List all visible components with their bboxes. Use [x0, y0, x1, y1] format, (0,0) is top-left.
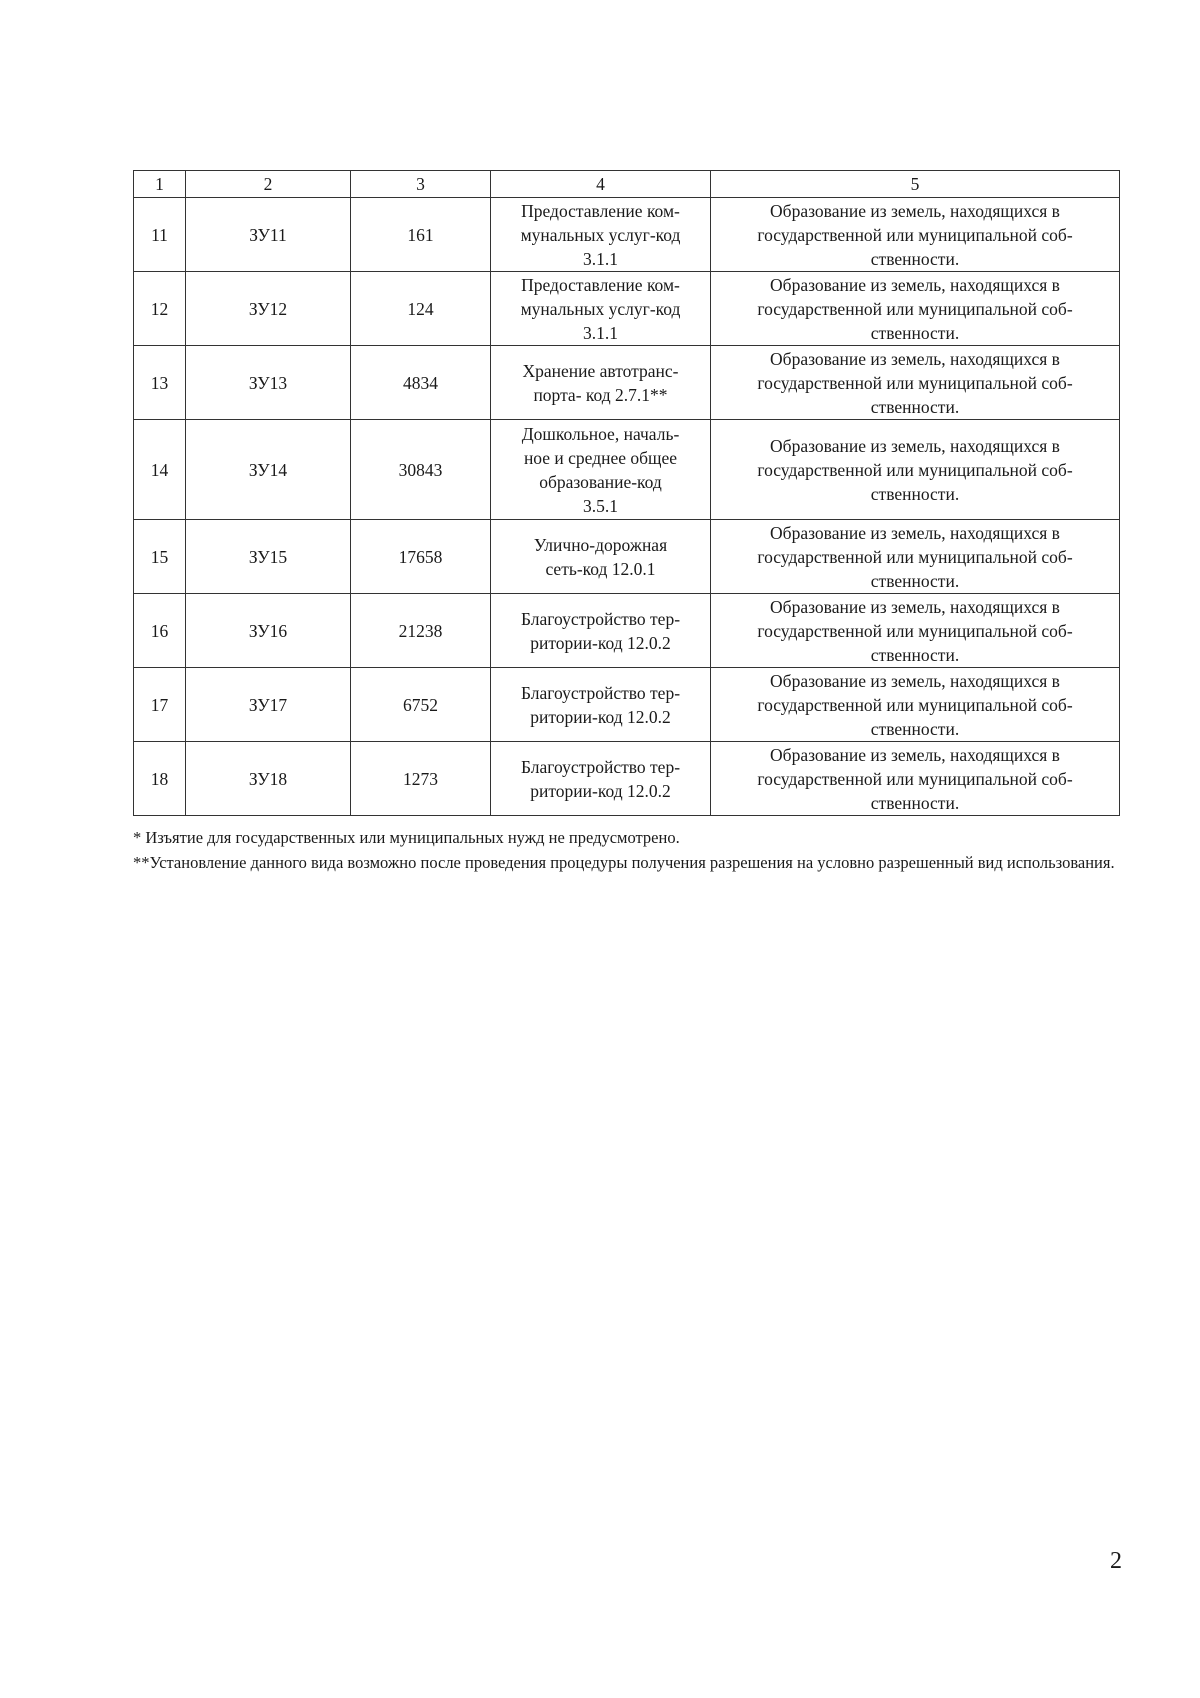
header-cell-2: 2	[186, 171, 351, 198]
table-row	[134, 594, 1120, 668]
row-number-cell: 17	[134, 668, 186, 742]
footnote-1: * Изъятие для государственных или муниципальных нужд не предусмотрено.	[133, 828, 680, 847]
usage-type-cell: Дошкольное, началь- ное и среднее общее образование-код 3.5.1	[491, 420, 711, 520]
formation-method-cell: Образование из земель, находящихся в государственной или муниципальной соб- ственности.	[711, 668, 1120, 742]
row-number-cell: 16	[134, 594, 186, 668]
table-row	[134, 742, 1120, 816]
usage-type-cell: Благоустройство тер- ритории-код 12.0.2	[491, 594, 711, 668]
header-cell-1: 1	[134, 171, 186, 198]
plot-id-cell: ЗУ13	[186, 346, 351, 420]
table-row	[134, 668, 1120, 742]
plot-id-cell: ЗУ14	[186, 420, 351, 520]
row-number-cell: 14	[134, 420, 186, 520]
header-cell-4: 4	[491, 171, 711, 198]
plot-id-cell: ЗУ17	[186, 668, 351, 742]
formation-method-cell: Образование из земель, находящихся в государственной или муниципальной соб- ственности.	[711, 742, 1120, 816]
table-row	[134, 520, 1120, 594]
area-cell: 6752	[351, 668, 491, 742]
formation-method-cell: Образование из земель, находящихся в государственной или муниципальной соб- ственности.	[711, 420, 1120, 520]
table-row	[134, 272, 1120, 346]
plot-id-cell: ЗУ15	[186, 520, 351, 594]
row-number-cell: 13	[134, 346, 186, 420]
footnote-2: **Установление данного вида возможно после проведения процедуры получения разрешения на условно разрешенный вид использования.	[133, 853, 1115, 872]
formation-method-cell: Образование из земель, находящихся в государственной или муниципальной соб- ственности.	[711, 594, 1120, 668]
header-cell-5: 5	[711, 171, 1120, 198]
usage-type-cell: Благоустройство тер- ритории-код 12.0.2	[491, 668, 711, 742]
footnotes	[133, 825, 1120, 875]
area-cell: 4834	[351, 346, 491, 420]
table-row	[134, 198, 1120, 272]
area-cell: 30843	[351, 420, 491, 520]
area-cell: 161	[351, 198, 491, 272]
header-cell-3: 3	[351, 171, 491, 198]
area-cell: 124	[351, 272, 491, 346]
land-plots-table	[133, 170, 1120, 816]
table-row	[134, 346, 1120, 420]
formation-method-cell: Образование из земель, находящихся в государственной или муниципальной соб- ственности.	[711, 198, 1120, 272]
formation-method-cell: Образование из земель, находящихся в государственной или муниципальной соб- ственности.	[711, 272, 1120, 346]
formation-method-cell: Образование из земель, находящихся в государственной или муниципальной соб- ственности.	[711, 346, 1120, 420]
usage-type-cell: Предоставление ком- мунальных услуг-код 3.1.1	[491, 198, 711, 272]
table-row	[134, 420, 1120, 520]
plot-id-cell: ЗУ12	[186, 272, 351, 346]
plot-id-cell: ЗУ18	[186, 742, 351, 816]
usage-type-cell: Хранение автотранс- порта- код 2.7.1**	[491, 346, 711, 420]
plot-id-cell: ЗУ16	[186, 594, 351, 668]
usage-type-cell: Благоустройство тер- ритории-код 12.0.2	[491, 742, 711, 816]
plot-id-cell: ЗУ11	[186, 198, 351, 272]
row-number-cell: 15	[134, 520, 186, 594]
table-header-row	[134, 171, 1120, 198]
page-number: 2	[1110, 1548, 1122, 1574]
usage-type-cell: Улично-дорожная сеть-код 12.0.1	[491, 520, 711, 594]
row-number-cell: 11	[134, 198, 186, 272]
area-cell: 17658	[351, 520, 491, 594]
formation-method-cell: Образование из земель, находящихся в государственной или муниципальной соб- ственности.	[711, 520, 1120, 594]
row-number-cell: 12	[134, 272, 186, 346]
area-cell: 21238	[351, 594, 491, 668]
usage-type-cell: Предоставление ком- мунальных услуг-код 3.1.1	[491, 272, 711, 346]
row-number-cell: 18	[134, 742, 186, 816]
area-cell: 1273	[351, 742, 491, 816]
